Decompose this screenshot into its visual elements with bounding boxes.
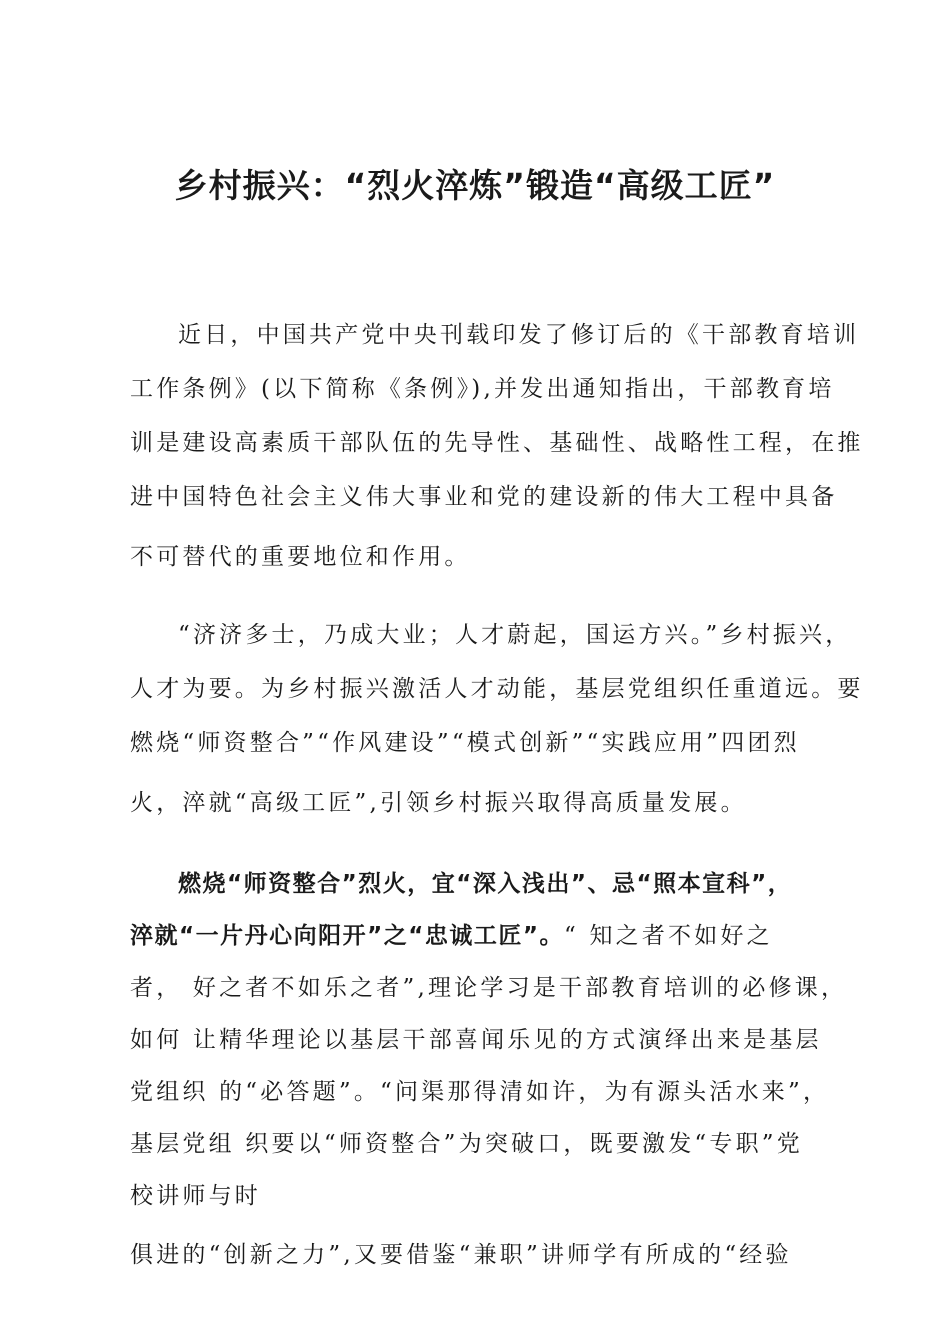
- paragraph-line: 训是建设高素质干部队伍的先导性、基础性、战略性工程，在推: [130, 430, 864, 456]
- paragraph-line: 基层党组 织要以“师资整合”为突破口，既要激发“专职”党: [130, 1131, 803, 1157]
- paragraph-line: 工作条例》(以下简称《条例》),并发出通知指出，干部教育培: [130, 376, 835, 402]
- paragraph-line: “济济多士，乃成大业；人才蔚起，国运方兴。”乡村振兴，: [178, 622, 852, 648]
- paragraph-line: 不可替代的重要地位和作用。: [130, 544, 471, 570]
- paragraph-line: [130, 858, 836, 910]
- paragraph-line: 者， 好之者不如乐之者”,理论学习是干部教育培训的必修课，: [130, 975, 848, 1001]
- paragraph-line: 如何 让精华理论以基层干部喜闻乐见的方式演绎出来是基层: [130, 1027, 822, 1053]
- paragraph-line: 近日，中国共产党中央刊载印发了修订后的《干部教育培训: [178, 322, 860, 348]
- paragraph-line: 校讲师与时: [130, 1183, 261, 1209]
- paragraph-1: [130, 308, 864, 584]
- paragraph-4: [130, 1228, 836, 1282]
- bold-heading-text: 燃烧“师资整合”烈火，宜“深入浅出”、忌“照本宣科”，: [178, 871, 793, 897]
- body-text: “ 知之者不如好之: [563, 923, 773, 949]
- paragraph-line: 俱进的“创新之力”,又要借鉴“兼职”讲师学有所成的“经验: [130, 1242, 792, 1268]
- paragraph-3: [130, 858, 848, 1222]
- paragraph-line: 进中国特色社会主义伟大事业和党的建设新的伟大工程中具备: [130, 484, 838, 510]
- paragraph-line: [130, 910, 836, 962]
- paragraph-2: [130, 608, 864, 830]
- bold-heading-text: 淬就“一片丹心向阳开”之“忠诚工匠”。: [130, 923, 564, 949]
- paragraph-line: 燃烧“师资整合”“作风建设”“模式创新”“实践应用”四团烈: [130, 730, 800, 756]
- document-title: 乡村振兴：“烈火淬炼”锻造“高级工匠”: [174, 166, 776, 205]
- paragraph-line: 人才为要。为乡村振兴激活人才动能，基层党组织任重道远。要: [130, 676, 864, 702]
- paragraph-line: 火，淬就“高级工匠”,引领乡村振兴取得高质量发展。: [130, 790, 747, 816]
- paragraph-line: 党组织 的“必答题”。“问渠那得清如许，为有源头活水来”，: [130, 1079, 830, 1105]
